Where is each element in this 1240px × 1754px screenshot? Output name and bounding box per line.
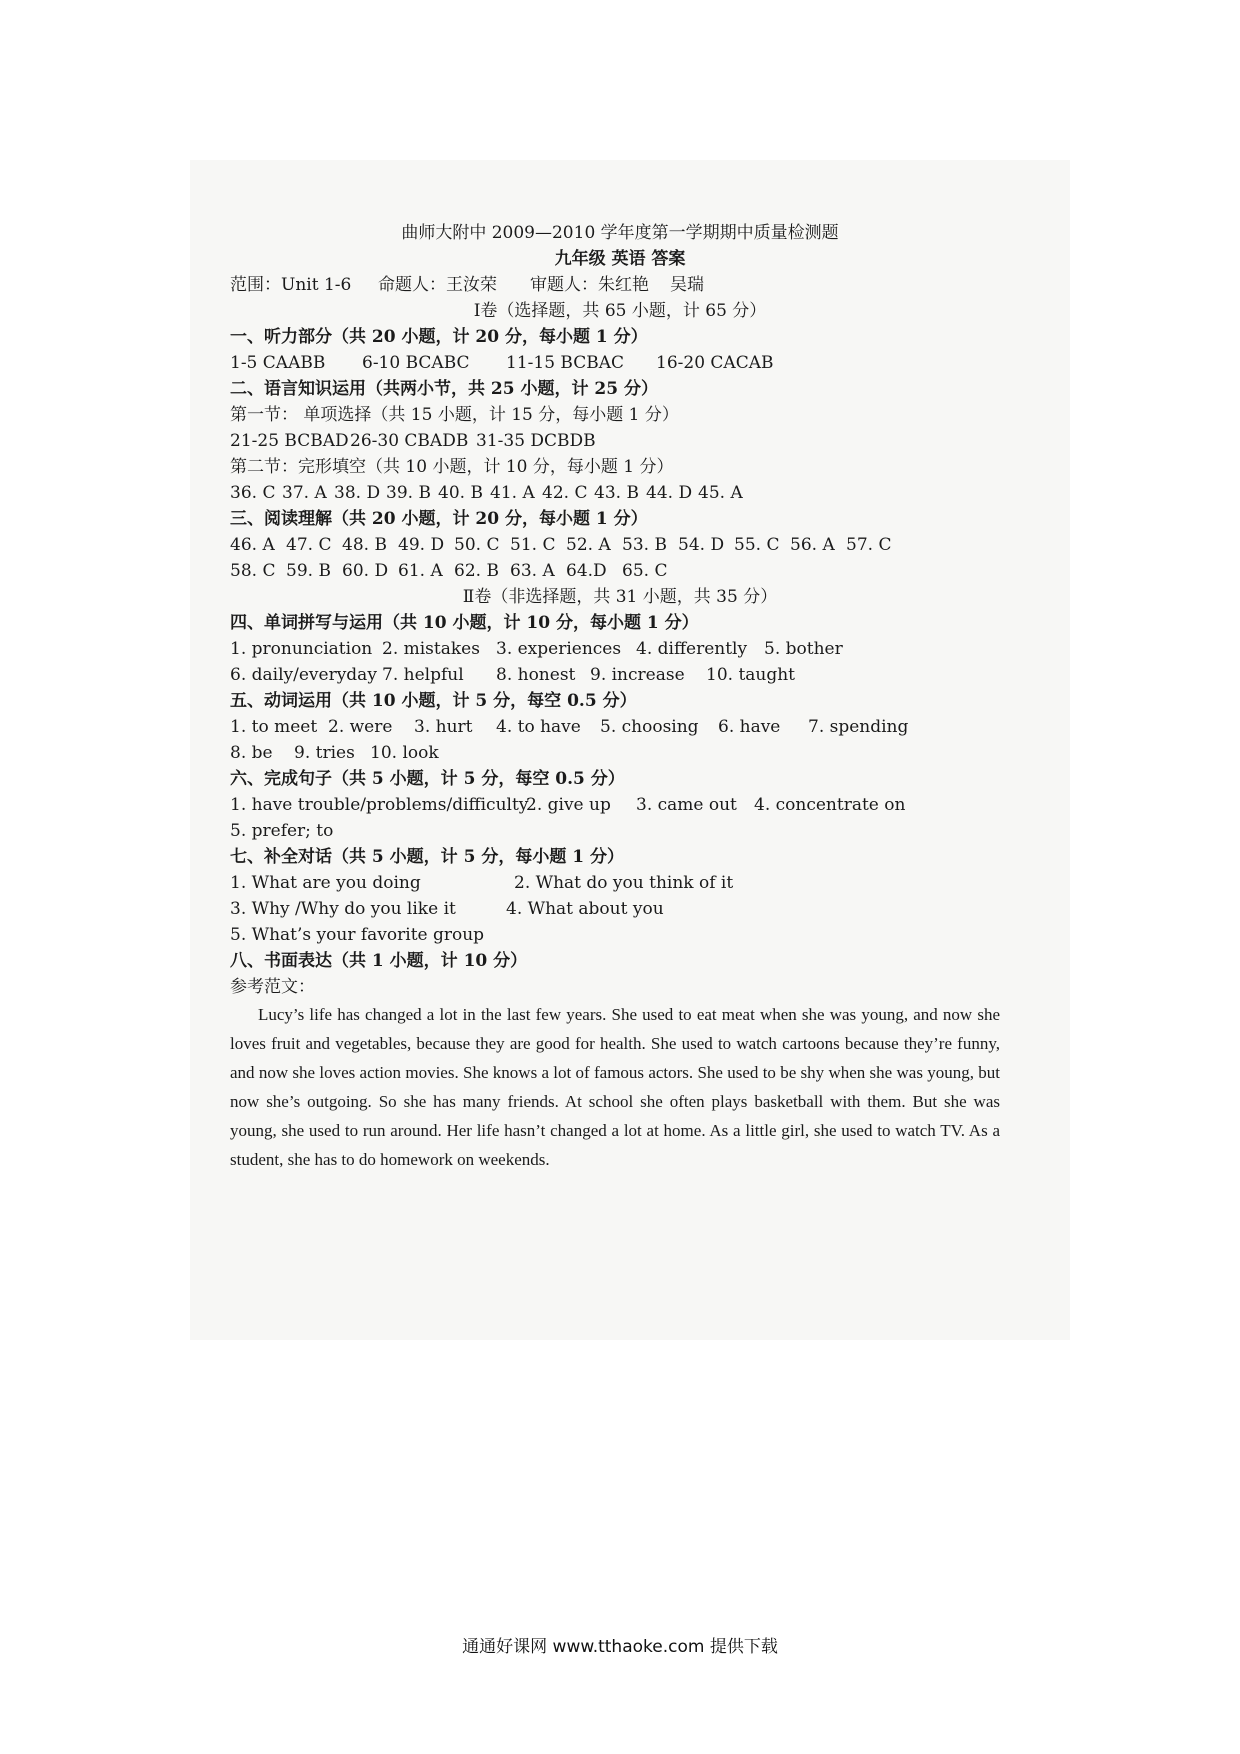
answer-item: 49. D	[398, 535, 445, 555]
spelling-answers-row2	[230, 664, 795, 686]
answer-item: 47. C	[286, 535, 332, 555]
answer-item: 51. C	[510, 535, 556, 555]
part2-heading: Ⅱ卷（非选择题，共 31 小题，共 35 分）	[462, 587, 778, 607]
answer-item: 37. A	[282, 483, 327, 503]
answer-item: 3. came out	[636, 795, 737, 815]
answer-item: 7. helpful	[382, 665, 464, 685]
answer-item: 1. What are you doing	[230, 873, 421, 893]
spelling-answers-row1	[230, 638, 843, 660]
answer-item: 44. D	[646, 483, 693, 503]
dialogue-answers-row2	[230, 898, 664, 920]
answer-group: 16-20 CACAB	[656, 353, 774, 373]
answer-item: 65. C	[622, 561, 668, 581]
meta-line	[230, 274, 704, 296]
single-choice-heading: 第一节： 单项选择（共 15 小题，计 15 分，每小题 1 分）	[230, 405, 679, 425]
answer-item: 48. B	[342, 535, 387, 555]
cloze-heading: 第二节：完形填空（共 10 小题，计 10 分，每小题 1 分）	[230, 457, 674, 477]
verbs-answers-row1	[230, 716, 908, 738]
answer-group: 21-25 BCBAD	[230, 431, 349, 451]
answer-item: 58. C	[230, 561, 276, 581]
answer-item: 6. daily/everyday	[230, 665, 377, 685]
answer-item: 63. A	[510, 561, 555, 581]
sample-essay-label: 参考范文：	[230, 977, 315, 997]
spelling-heading: 四、单词拼写与运用（共 10 小题，计 10 分，每小题 1 分）	[230, 613, 699, 633]
answer-item: 3. experiences	[496, 639, 622, 659]
verbs-heading: 五、动词运用（共 10 小题，计 5 分，每空 0.5 分）	[230, 691, 637, 711]
answer-item: 4. differently	[636, 639, 748, 659]
language-heading: 二、语言知识运用（共两小节，共 25 小题，计 25 分）	[230, 379, 658, 399]
answer-item: 1. have trouble/problems/difficulty	[230, 795, 529, 815]
answer-item: 4. concentrate on	[754, 795, 906, 815]
answer-item: 53. B	[622, 535, 667, 555]
sentences-answers-row1	[230, 794, 905, 816]
reading-heading: 三、阅读理解（共 20 小题，计 20 分，每小题 1 分）	[230, 509, 648, 529]
answer-item: 10. taught	[706, 665, 796, 685]
answer-item: 45. A	[698, 483, 743, 503]
document-subtitle: 九年级 英语 答案	[554, 249, 686, 269]
answer-item: 3. hurt	[414, 717, 473, 737]
answer-item: 41. A	[490, 483, 535, 503]
writing-heading: 八、书面表达（共 1 小题，计 10 分）	[230, 951, 528, 971]
answer-item: 7. spending	[808, 717, 909, 737]
answer-item: 57. C	[846, 535, 892, 555]
answer-item: 9. increase	[590, 665, 685, 685]
answer-item: 39. B	[386, 483, 431, 503]
answer-item: 5. What’s your favorite group	[230, 925, 485, 945]
answer-item: 1. to meet	[230, 717, 318, 737]
part1-heading: Ⅰ卷（选择题，共 65 小题，计 65 分）	[473, 301, 767, 321]
answer-item: 64.D	[566, 561, 607, 581]
answer-item: 43. B	[594, 483, 639, 503]
verbs-answers-row2	[230, 742, 439, 764]
answer-group: 6-10 BCABC	[362, 353, 470, 373]
answer-item: 8. honest	[496, 665, 576, 685]
answer-item: 42. C	[542, 483, 588, 503]
answer-group: 11-15 BCBAC	[506, 353, 625, 373]
answer-item: 38. D	[334, 483, 381, 503]
answer-item: 52. A	[566, 535, 611, 555]
answer-group: 26-30 CBADB	[350, 431, 469, 451]
answer-item: 36. C	[230, 483, 276, 503]
answer-item: 6. have	[718, 717, 781, 737]
answer-item: 9. tries	[294, 743, 355, 763]
answer-item: 60. D	[342, 561, 389, 581]
answer-item: 54. D	[678, 535, 725, 555]
dialogue-heading: 七、补全对话（共 5 小题，计 5 分，每小题 1 分）	[230, 847, 624, 867]
listening-answers	[230, 352, 773, 374]
meta-scope: 范围：Unit 1-6	[230, 275, 352, 295]
answer-item: 40. B	[438, 483, 483, 503]
answer-item: 56. A	[790, 535, 835, 555]
answer-group: 31-35 DCBDB	[476, 431, 596, 451]
answer-item: 50. C	[454, 535, 500, 555]
cloze-answers	[230, 482, 743, 504]
answer-item: 3. Why /Why do you like it	[230, 899, 456, 919]
answer-item: 5. choosing	[600, 717, 699, 737]
answer-item: 5. prefer; to	[230, 821, 334, 841]
answer-item: 4. What about you	[506, 899, 664, 919]
answer-item: 1. pronunciation	[230, 639, 373, 659]
meta-reviewer-2: 吴瑞	[670, 275, 704, 295]
reading-answers-row1	[230, 534, 891, 556]
answer-item: 2. mistakes	[382, 639, 480, 659]
answer-item: 2. give up	[526, 795, 611, 815]
answer-item: 2. were	[328, 717, 393, 737]
answer-item: 8. be	[230, 743, 273, 763]
dialogue-answers-row1	[230, 872, 733, 894]
download-source-footer: 通通好课网 www.tthaoke.com 提供下载	[462, 1637, 778, 1657]
reading-answers-row2	[230, 560, 667, 582]
answer-item: 46. A	[230, 535, 275, 555]
answer-item: 2. What do you think of it	[514, 873, 734, 893]
single-choice-answers	[230, 430, 596, 452]
answer-item: 62. B	[454, 561, 499, 581]
answer-item: 59. B	[286, 561, 331, 581]
sample-essay: Lucy’s life has changed a lot in the last few years. She used to eat meat when she was young, and now she loves fruit and vegetables, because they are good for health. She used to watch cartoons because they’re funny, and now she loves action movies. She knows a lot of famous actors. She used to be shy when she was young, but now she’s outgoing. So she has many friends. At school she often plays basketball with them. But she was young, she used to run around. Her life hasn’t changed a lot at home. As a little girl, she used to watch TV. As a student, she has to do homework on weekends.	[230, 1005, 1000, 1169]
answer-item: 5. bother	[764, 639, 843, 659]
meta-author: 命题人：王汝荣	[378, 275, 497, 295]
answer-item: 55. C	[734, 535, 780, 555]
listening-heading: 一、听力部分（共 20 小题，计 20 分，每小题 1 分）	[230, 327, 648, 347]
answer-item: 10. look	[370, 743, 439, 763]
sentences-heading: 六、完成句子（共 5 小题，计 5 分，每空 0.5 分）	[230, 769, 625, 789]
answer-group: 1-5 CAABB	[230, 353, 326, 373]
meta-reviewer: 审题人：朱红艳	[530, 275, 649, 295]
answer-item: 61. A	[398, 561, 443, 581]
document-title: 曲师大附中 2009—2010 学年度第一学期期中质量检测题	[401, 223, 839, 243]
answer-item: 4. to have	[496, 717, 581, 737]
